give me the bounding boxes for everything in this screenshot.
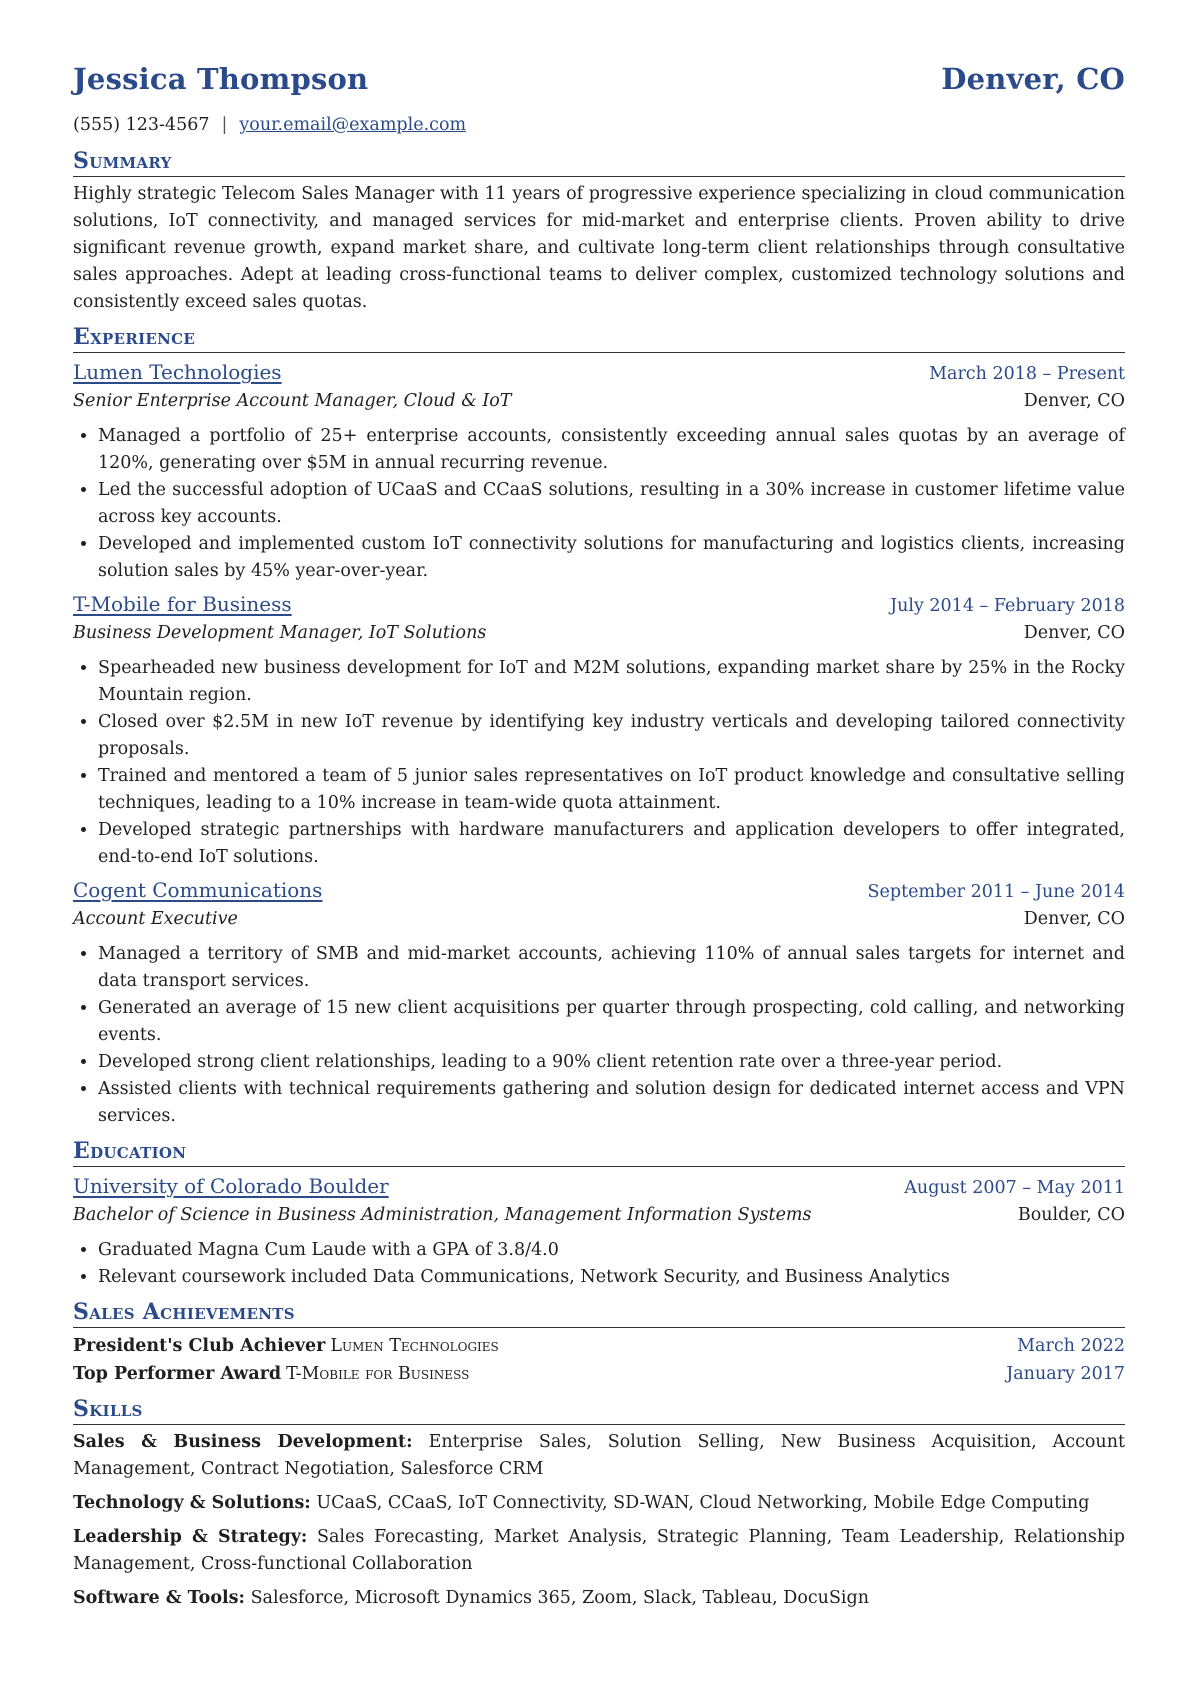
candidate-name: Jessica Thompson bbox=[73, 62, 369, 96]
award-date: March 2022 bbox=[1017, 1336, 1125, 1356]
job-dates: March 2018 – Present bbox=[929, 364, 1125, 384]
section-title-skills: Skills bbox=[73, 1394, 1125, 1425]
skill-group-label: Leadership & Strategy: bbox=[73, 1527, 308, 1547]
contact-line bbox=[73, 110, 1125, 140]
job-bullets bbox=[73, 655, 1125, 871]
bullet-item: • Managed a portfolio of 25+ enterprise accounts, consistently exceeding annual sales quotas by an average of 120%, generating over $5M in annual recurring revenue. bbox=[98, 423, 1125, 477]
bullet-item: • Relevant coursework included Data Communications, Network Security, and Business Analytics bbox=[98, 1264, 1125, 1291]
candidate-location: Denver, CO bbox=[941, 62, 1125, 96]
skill-group bbox=[73, 1585, 1125, 1612]
achievement-item bbox=[73, 1360, 1125, 1388]
bullet-item: • Assisted clients with technical requirements gathering and solution design for dedicated internet access and VPN services. bbox=[98, 1076, 1125, 1130]
resume-header bbox=[73, 62, 1125, 106]
award-date: January 2017 bbox=[1006, 1364, 1125, 1384]
job-entry bbox=[73, 875, 1125, 1130]
bullet-item: • Spearheaded new business development for IoT and M2M solutions, expanding market share by 25% in the Rocky Mountain region. bbox=[98, 655, 1125, 709]
job-dates: July 2014 – February 2018 bbox=[890, 596, 1125, 616]
skill-group-label: Software & Tools: bbox=[73, 1588, 245, 1608]
section-title-education: Education bbox=[73, 1136, 1125, 1167]
job-location: Denver, CO bbox=[1023, 909, 1125, 929]
job-location: Denver, CO bbox=[1023, 623, 1125, 643]
achievement-item bbox=[73, 1332, 1125, 1360]
job-location: Denver, CO bbox=[1023, 391, 1125, 411]
skill-group bbox=[73, 1490, 1125, 1517]
company-name[interactable]: Cogent Communications bbox=[73, 878, 323, 902]
award-organization: Lumen Technologies bbox=[330, 1336, 499, 1356]
section-title-experience: Experience bbox=[73, 322, 1125, 353]
bullet-item: • Trained and mentored a team of 5 junior sales representatives on IoT product knowledge and consultative selling techniques, leading to a 10% increase in team-wide quota attainment. bbox=[98, 763, 1125, 817]
company-name[interactable]: T-Mobile for Business bbox=[73, 592, 292, 616]
skill-group-label: Technology & Solutions: bbox=[73, 1493, 311, 1513]
skill-group-label: Sales & Business Development: bbox=[73, 1432, 413, 1452]
skill-group bbox=[73, 1524, 1125, 1578]
education-bullets bbox=[73, 1237, 1125, 1291]
skill-group-items: Salesforce, Microsoft Dynamics 365, Zoom, Slack, Tableau, DocuSign bbox=[250, 1588, 870, 1608]
school-name[interactable]: University of Colorado Boulder bbox=[73, 1174, 389, 1198]
contact-separator: | bbox=[221, 115, 228, 135]
phone-number: (555) 123-4567 bbox=[73, 115, 210, 135]
degree: Bachelor of Science in Business Administration, Management Information Systems bbox=[73, 1205, 812, 1225]
resume-page bbox=[73, 62, 1125, 1619]
award-organization: T-Mobile for Business bbox=[286, 1364, 470, 1384]
section-title-summary: Summary bbox=[73, 146, 1125, 177]
education-entry bbox=[73, 1171, 1125, 1291]
achievements-list bbox=[73, 1332, 1125, 1388]
award-name: Top Performer Award bbox=[73, 1364, 282, 1384]
email-link[interactable]: your.email@example.com bbox=[239, 115, 467, 135]
job-entry bbox=[73, 589, 1125, 871]
company-name[interactable]: Lumen Technologies bbox=[73, 360, 282, 384]
skill-group-items: Enterprise Sales, Solution Selling, New Business Acquisition, Account Management, Contract Negotiation, Salesforce CRM bbox=[73, 1432, 1125, 1479]
job-dates: September 2011 – June 2014 bbox=[867, 882, 1125, 902]
skill-group-items: UCaaS, CCaaS, IoT Connectivity, SD-WAN, Cloud Networking, Mobile Edge Computing bbox=[316, 1493, 1090, 1513]
bullet-item: • Managed a territory of SMB and mid-market accounts, achieving 110% of annual sales targets for internet and data transport services. bbox=[98, 941, 1125, 995]
bullet-item: • Generated an average of 15 new client acquisitions per quarter through prospecting, cold calling, and networking events. bbox=[98, 995, 1125, 1049]
bullet-item: • Developed and implemented custom IoT connectivity solutions for manufacturing and logistics clients, increasing solution sales by 45% year-over-year. bbox=[98, 531, 1125, 585]
bullet-item: • Developed strong client relationships, leading to a 90% client retention rate over a three-year period. bbox=[98, 1049, 1125, 1076]
bullet-item: • Developed strategic partnerships with hardware manufacturers and application developers to offer integrated, end-to-end IoT solutions. bbox=[98, 817, 1125, 871]
section-title-achievements: Sales Achievements bbox=[73, 1297, 1125, 1328]
bullet-item: • Graduated Magna Cum Laude with a GPA of 3.8/4.0 bbox=[98, 1237, 1125, 1264]
education-dates: August 2007 – May 2011 bbox=[904, 1178, 1125, 1198]
job-title: Business Development Manager, IoT Solutions bbox=[73, 623, 487, 643]
bullet-item: • Closed over $2.5M in new IoT revenue by identifying key industry verticals and developing tailored connectivity proposals. bbox=[98, 709, 1125, 763]
job-title: Account Executive bbox=[73, 909, 238, 929]
job-bullets bbox=[73, 941, 1125, 1130]
summary-text: Highly strategic Telecom Sales Manager with 11 years of progressive experience specializing in cloud communication solutions, IoT connectivity, and managed services for mid-market and enterprise clients. Proven ability to drive significant revenue growth, expand market share, and cultivate long-term client relationships through consultative sales approaches. Adept at leading cross-functional teams to deliver complex, customized technology solutions and consistently exceed sales quotas. bbox=[73, 184, 1125, 312]
skill-group bbox=[73, 1429, 1125, 1483]
education-location: Boulder, CO bbox=[1017, 1205, 1125, 1225]
job-bullets bbox=[73, 423, 1125, 585]
job-title: Senior Enterprise Account Manager, Cloud & IoT bbox=[73, 391, 512, 411]
bullet-item: • Led the successful adoption of UCaaS and CCaaS solutions, resulting in a 30% increase in customer lifetime value across key accounts. bbox=[98, 477, 1125, 531]
skill-group-items: Sales Forecasting, Market Analysis, Strategic Planning, Team Leadership, Relationship Management, Cross-functional Collaboration bbox=[73, 1527, 1125, 1574]
award-name: President's Club Achiever bbox=[73, 1336, 326, 1356]
job-entry bbox=[73, 357, 1125, 585]
